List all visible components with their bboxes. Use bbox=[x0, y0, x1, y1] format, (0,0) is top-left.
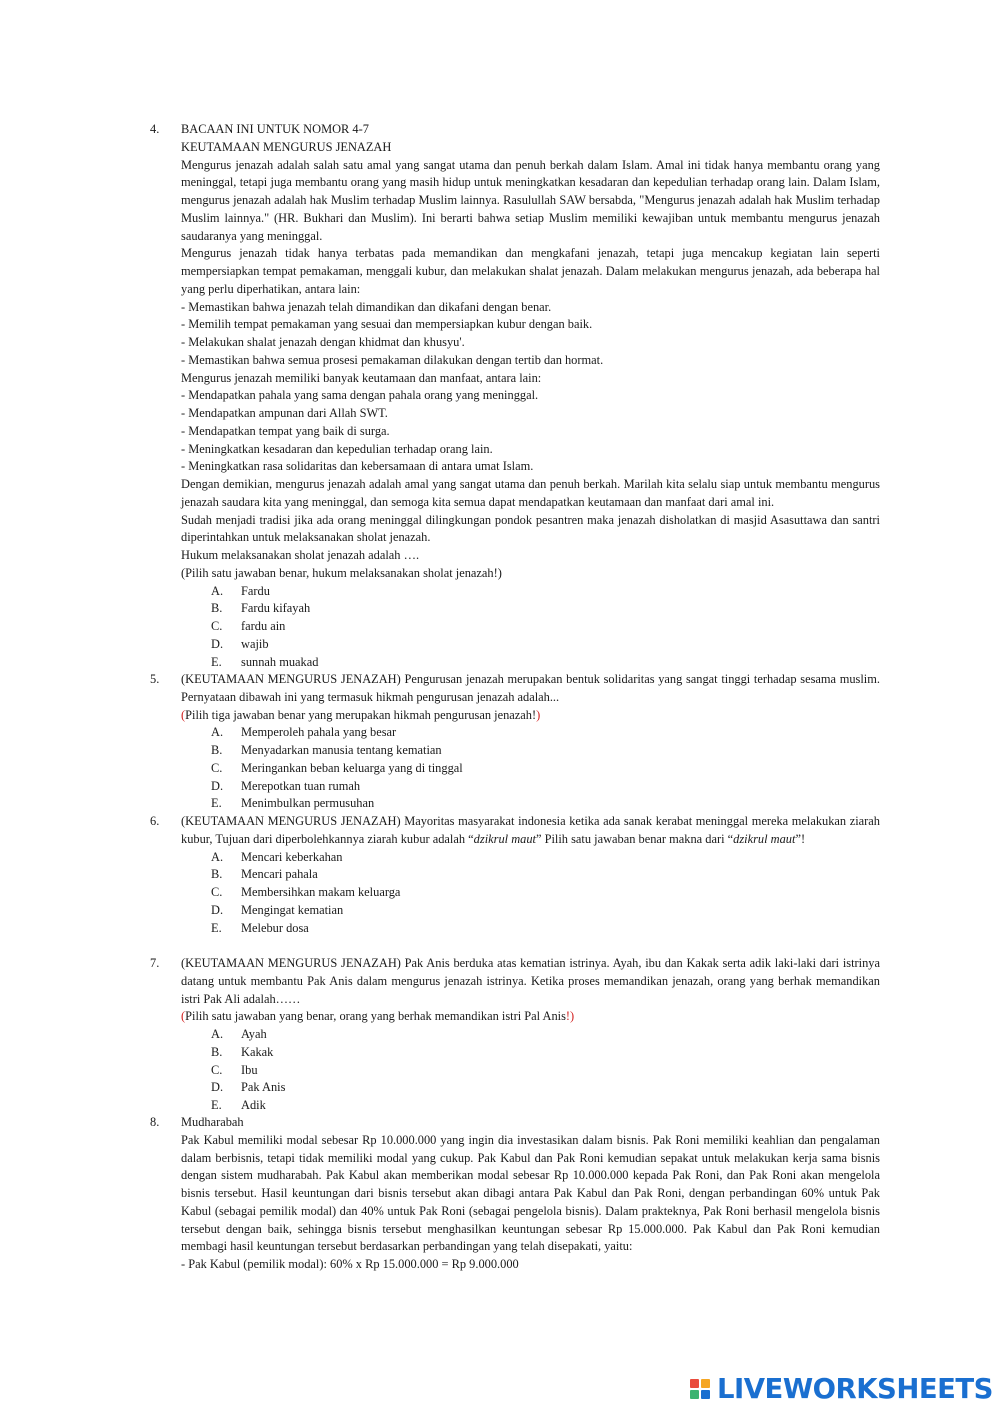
option-letter: C. bbox=[211, 760, 223, 775]
option-letter: C. bbox=[211, 1062, 223, 1077]
logo-cube-square bbox=[701, 1379, 710, 1388]
option-text: Mencari pahala bbox=[241, 867, 318, 882]
logo-cube-square bbox=[690, 1390, 699, 1399]
term-dzikrul-maut: dzikrul maut bbox=[733, 831, 796, 846]
reading-intro: BACAAN INI UNTUK NOMOR 4-7 bbox=[181, 122, 369, 136]
question-number: 4. bbox=[150, 122, 160, 136]
paren-close: ) bbox=[536, 707, 541, 722]
question-text-part: (KEUTAMAAN MENGURUS JENAZAH) Mayoritas masyarakat indonesia ketika ada sanak kerabat meninggal mereka melakukan ziarah kubur, Tujuan dari diperbolehkannya ziarah kubur adalah “ bbox=[181, 814, 880, 846]
answer-option[interactable] bbox=[181, 920, 880, 938]
answer-option[interactable] bbox=[181, 866, 880, 884]
option-letter: E. bbox=[211, 1098, 222, 1112]
option-text: Fardu kifayah bbox=[241, 601, 311, 616]
paren-open: ( bbox=[181, 707, 186, 722]
answer-option[interactable] bbox=[181, 636, 880, 654]
paren-close: !) bbox=[565, 1009, 575, 1024]
answer-option[interactable] bbox=[181, 1079, 880, 1097]
answer-option[interactable] bbox=[181, 1097, 880, 1115]
list-item: - Mendapatkan ampunan dari Allah SWT. bbox=[181, 406, 388, 420]
list-item: - Memilih tempat pemakaman yang sesuai dan mempersiapkan kubur dengan baik. bbox=[181, 317, 593, 332]
reading-paragraph: Dengan demikian, mengurus jenazah adalah amal yang sangat utama dan penuh berkah. Marilah kita selalu siap untuk membantu mengurus jenazah saudara kita yang meninggal, dan semoga kita semua dapat mendapatkan keutamaan dan manfaat dari amal ini. bbox=[181, 477, 880, 509]
question-text-part: ” Pilih satu jawaban benar makna dari “ bbox=[535, 831, 734, 846]
term-dzikrul-maut: dzikrul maut bbox=[473, 831, 536, 846]
option-text: Mengingat kematian bbox=[241, 902, 344, 917]
answer-option[interactable] bbox=[181, 884, 880, 902]
logo-text: LIVEWORKSHEETS bbox=[717, 1373, 993, 1405]
option-text: Memperoleh pahala yang besar bbox=[241, 725, 397, 740]
option-text: Mencari keberkahan bbox=[241, 849, 343, 864]
option-text: Fardu bbox=[241, 583, 270, 598]
option-text: Ibu bbox=[241, 1062, 258, 1077]
reading-paragraph: Mengurus jenazah tidak hanya terbatas pada memandikan dan mengkafani jenazah, tetapi juga mencakup kegiatan lain seperti mempersiapkan tempat pemakaman, menggali kubur, dan melakukan shalat jenazah. Dalam melakukan mengurus jenazah, ada beberapa hal yang perlu diperhatikan, antara lain: bbox=[181, 246, 880, 296]
list-item: - Memastikan bahwa jenazah telah dimandikan dan dikafani dengan benar. bbox=[181, 299, 552, 314]
question-text: (KEUTAMAAN MENGURUS JENAZAH) Pak Anis berduka atas kematian istrinya. Ayah, ibu dan Kakak serta adik laki-laki dari istrinya datang untuk membantu Pak Anis dalam mengurus jenazah istrinya. Ketika proses memandikan jenazah, orang yang berhak memandikan istri Pak Ali adalah…… bbox=[181, 956, 880, 1006]
answer-option[interactable] bbox=[181, 1062, 880, 1080]
option-letter: D. bbox=[211, 1080, 224, 1095]
option-letter: A. bbox=[211, 725, 224, 740]
option-letter: C. bbox=[211, 619, 223, 633]
question-instruction bbox=[181, 707, 880, 725]
question-text: (KEUTAMAAN MENGURUS JENAZAH) Pengurusan jenazah merupakan bentuk solidaritas yang sangat tinggi terhadap sesama muslim. Pernyataan dibawah ini yang termasuk hikmah pengurusan jenazah adalah... bbox=[181, 672, 880, 704]
section-title: Mudharabah bbox=[181, 1115, 244, 1129]
list-item: - Meningkatkan kesadaran dan kepedulian terhadap orang lain. bbox=[181, 441, 493, 456]
answer-option[interactable] bbox=[181, 742, 880, 760]
reading-paragraph: Mengurus jenazah memiliki banyak keutamaan dan manfaat, antara lain: bbox=[181, 370, 542, 385]
question-instruction: (Pilih satu jawaban benar, hukum melaksanakan sholat jenazah!) bbox=[181, 565, 502, 580]
option-letter: B. bbox=[211, 601, 223, 616]
option-letter: D. bbox=[211, 636, 224, 651]
answer-option[interactable] bbox=[181, 724, 880, 742]
reading-paragraph: Sudah menjadi tradisi jika ada orang meninggal dilingkungan pondok pesantren maka jenazah disholatkan di masjid Asasuttawa dan santri diperintahkan untuk melaksanakan sholat jenazah. bbox=[181, 512, 880, 545]
instruction-text: Pilih tiga jawaban benar yang merupakan hikmah pengurusan jenazah! bbox=[185, 707, 537, 722]
logo-cube-icon bbox=[690, 1377, 714, 1401]
option-text: Meringankan beban keluarga yang di tinggal bbox=[241, 760, 463, 775]
option-text: Adik bbox=[241, 1098, 266, 1112]
reading-title: KEUTAMAAN MENGURUS JENAZAH bbox=[181, 139, 392, 154]
question-text: Hukum melaksanakan sholat jenazah adalah …. bbox=[181, 548, 420, 562]
option-letter: C. bbox=[211, 885, 223, 899]
question-number: 6. bbox=[150, 814, 160, 828]
answer-option[interactable] bbox=[181, 583, 880, 601]
option-text: Membersihkan makam keluarga bbox=[241, 885, 401, 899]
option-letter: B. bbox=[211, 1044, 223, 1059]
question-text-part: ”! bbox=[795, 831, 806, 846]
list-item: - Mendapatkan pahala yang sama dengan pahala orang yang meninggal. bbox=[181, 388, 539, 403]
option-text: Ayah bbox=[241, 1027, 267, 1041]
option-letter: E. bbox=[211, 796, 222, 811]
option-letter: E. bbox=[211, 654, 222, 669]
liveworksheets-logo bbox=[690, 1374, 993, 1404]
option-text: Kakak bbox=[241, 1044, 274, 1059]
answer-option[interactable] bbox=[181, 618, 880, 636]
option-text: Merepotkan tuan rumah bbox=[241, 778, 361, 793]
question-6 bbox=[150, 813, 880, 937]
option-letter: A. bbox=[211, 583, 224, 598]
list-item: - Melakukan shalat jenazah dengan khidmat dan khusyu'. bbox=[181, 335, 465, 349]
answer-option[interactable] bbox=[181, 778, 880, 796]
answer-option[interactable] bbox=[181, 1044, 880, 1062]
answer-option[interactable] bbox=[181, 902, 880, 920]
reading-paragraph: Mengurus jenazah adalah salah satu amal yang sangat utama dan penuh berkah dalam Islam. Amal ini tidak hanya membantu orang yang meninggal, tetapi juga membantu orang yang masih hidup untuk meningkatkan kesadaran dan kepedulian terhadap orang lain. Dalam Islam, mengurus jenazah adalah hak Muslim terhadap Muslim lainnya. Rasulullah SAW bersabda, "Mengurus jenazah adalah hak Muslim terhadap Muslim lainnya." (HR. Bukhari dan Muslim). Ini berarti bahwa setiap Muslim memiliki kewajiban untuk membantu mengurus jenazah saudaranya yang meninggal. bbox=[181, 157, 880, 243]
question-number: 5. bbox=[150, 672, 160, 686]
answer-option[interactable] bbox=[181, 795, 880, 813]
answer-option[interactable] bbox=[181, 654, 880, 672]
logo-cube-square bbox=[690, 1379, 699, 1388]
option-text: sunnah muakad bbox=[241, 654, 319, 669]
option-letter: D. bbox=[211, 778, 224, 793]
answer-option[interactable] bbox=[181, 849, 880, 867]
option-text: fardu ain bbox=[241, 619, 286, 633]
logo-cube-square bbox=[701, 1390, 710, 1399]
question-7 bbox=[150, 955, 880, 1115]
option-letter: B. bbox=[211, 743, 223, 757]
question-number: 7. bbox=[150, 956, 160, 970]
list-item: - Mendapatkan tempat yang baik di surga. bbox=[181, 423, 390, 438]
option-letter: A. bbox=[211, 1027, 224, 1041]
calculation-line: - Pak Kabul (pemilik modal): 60% x Rp 15.000.000 = Rp 9.000.000 bbox=[181, 1257, 519, 1271]
option-text: Menimbulkan permusuhan bbox=[241, 796, 375, 811]
option-text: Menyadarkan manusia tentang kematian bbox=[241, 743, 442, 757]
option-letter: E. bbox=[211, 920, 222, 935]
option-text: wajib bbox=[241, 636, 269, 651]
answer-option[interactable] bbox=[181, 600, 880, 618]
option-letter: A. bbox=[211, 849, 224, 864]
question-4 bbox=[150, 121, 880, 671]
option-letter: B. bbox=[211, 867, 223, 882]
instruction-text: Pilih satu jawaban yang benar, orang yang berhak memandikan istri Pal Anis bbox=[185, 1009, 566, 1024]
question-number: 8. bbox=[150, 1115, 160, 1129]
question-text bbox=[181, 813, 880, 849]
question-5 bbox=[150, 671, 880, 813]
option-text: Melebur dosa bbox=[241, 920, 309, 935]
option-letter: D. bbox=[211, 902, 224, 917]
reading-paragraph: Pak Kabul memiliki modal sebesar Rp 10.000.000 yang ingin dia investasikan dalam bisnis. Pak Roni memiliki keahlian dan pengalaman dalam berbisnis, tetapi tidak memiliki modal yang cukup. Pak Kabul dan Pak Roni kemudian sepakat untuk melakukan kerja sama bisnis dengan sistem mudharabah. Pak Kabul akan memberikan modal sebesar Rp 10.000.000 kepada Pak Roni, dan Pak Roni akan mengelola bisnis tersebut. Hasil keuntungan dari bisnis tersebut akan dibagi antara Pak Kabul dan Pak Roni, dengan perbandingan 60% untuk Pak Kabul (sebagai pemilik modal) dan 40% untuk Pak Roni (sebagai pengelola bisnis). Dalam prakteknya, Pak Roni berhasil mengelola bisnis tersebut dengan baik, sehingga bisnis tersebut menghasilkan keuntungan sebesar Rp 15.000.000. Pak Kabul dan Pak Roni kemudian membagi hasil keuntungan tersebut berdasarkan perbandingan yang telah disepakati, yaitu: bbox=[181, 1132, 880, 1254]
answer-option[interactable] bbox=[181, 760, 880, 778]
list-item: - Memastikan bahwa semua prosesi pemakaman dilakukan dengan tertib dan hormat. bbox=[181, 352, 604, 367]
question-8 bbox=[150, 1114, 880, 1274]
list-item: - Meningkatkan rasa solidaritas dan kebersamaan di antara umat Islam. bbox=[181, 459, 534, 474]
paren-open: ( bbox=[181, 1009, 186, 1024]
answer-option[interactable] bbox=[181, 1026, 880, 1044]
question-instruction bbox=[181, 1008, 880, 1026]
option-text: Pak Anis bbox=[241, 1080, 286, 1095]
